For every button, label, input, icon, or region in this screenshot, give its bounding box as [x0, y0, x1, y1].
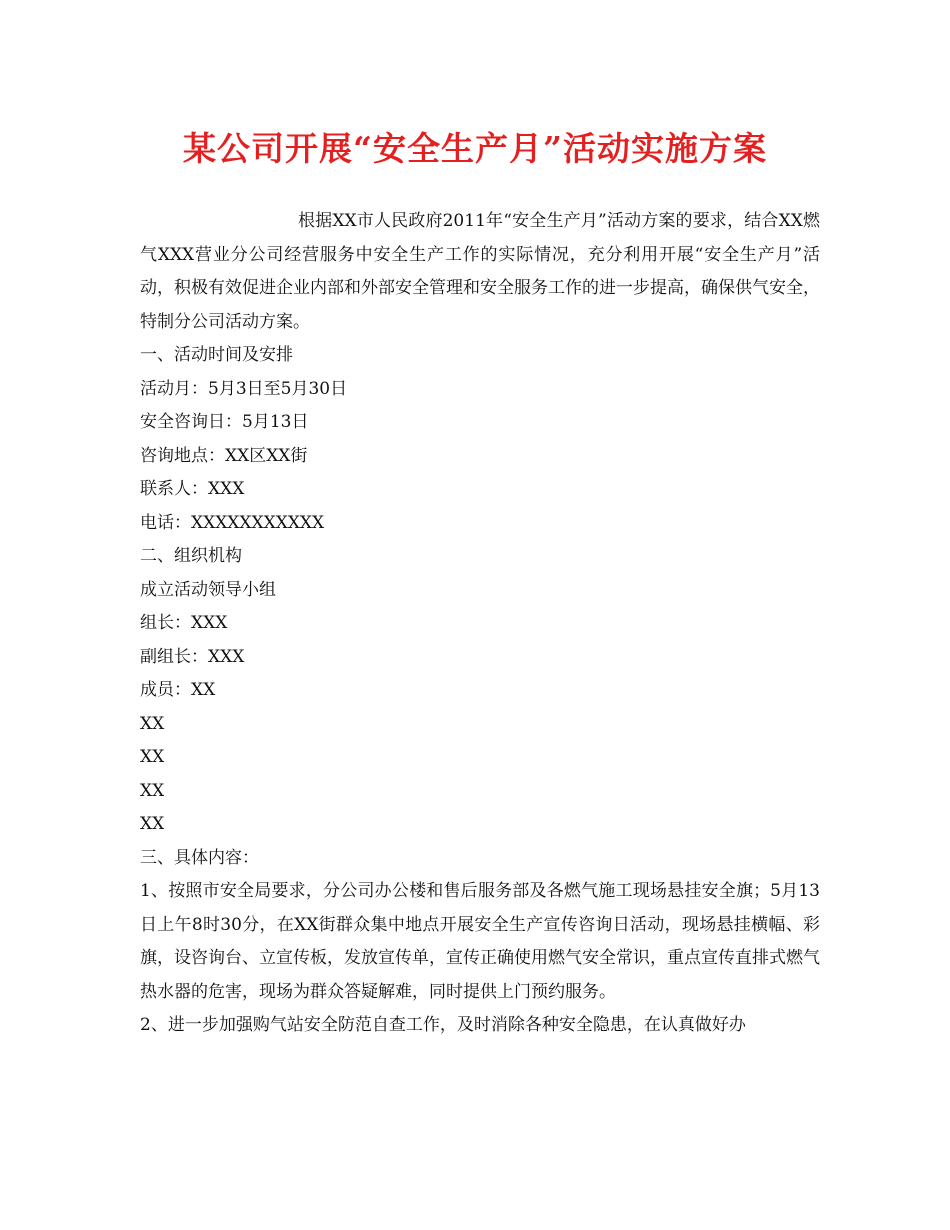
section-heading-organization: 二、组织机构 [140, 546, 242, 566]
intro-paragraph: 根据XX市人民政府2011年“安全生产月”活动方案的要求，结合XX燃气XXX营业分公司经营服务中安全生产工作的实际情况，充分利用开展“安全生产月”活动，积极有效促进企业内部和外部安全管理和安全服务工作的进一步提高，确保供气安全，特制分公司活动方案。 [140, 211, 820, 332]
member-line: XX [140, 814, 165, 834]
section-heading-content: 三、具体内容： [140, 847, 259, 868]
content-item-2: 2、进一步加强购气站安全防范自查工作，及时消除各种安全隐患，在认真做好办 [140, 1015, 746, 1035]
contact-person-line: 联系人：XXX [140, 479, 245, 499]
consultation-day-line: 安全咨询日：5月13日 [140, 412, 309, 432]
phone-line: 电话：XXXXXXXXXXX [140, 512, 325, 533]
member-line: XX [140, 747, 165, 767]
consultation-location-line: 咨询地点：XX区XX街 [140, 445, 308, 466]
activity-month-line: 活动月：5月3日至5月30日 [140, 378, 348, 399]
group-leader-line: 组长：XXX [140, 613, 228, 633]
leadership-group-line: 成立活动领导小组 [140, 579, 276, 600]
deputy-leader-line: 副组长：XXX [140, 646, 245, 667]
document-body [140, 205, 820, 1043]
members-line: 成员：XX [140, 680, 216, 700]
content-item-1: 1、按照市安全局要求，分公司办公楼和售后服务部及各燃气施工现场悬挂安全旗；5月13日上午8时30分，在XX街群众集中地点开展安全生产宣传咨询日活动，现场悬挂横幅、彩旗，设咨询台、立宣传板，发放宣传单，宣传正确使用燃气安全常识，重点宣传直排式燃气热水器的危害，现场为群众答疑解难，同时提供上门预约服务。 [140, 881, 820, 1002]
section-heading-schedule: 一、活动时间及安排 [140, 345, 293, 365]
document-title: 某公司开展“安全生产月”活动实施方案 [183, 129, 767, 168]
member-line: XX [140, 713, 165, 734]
member-line: XX [140, 780, 165, 801]
